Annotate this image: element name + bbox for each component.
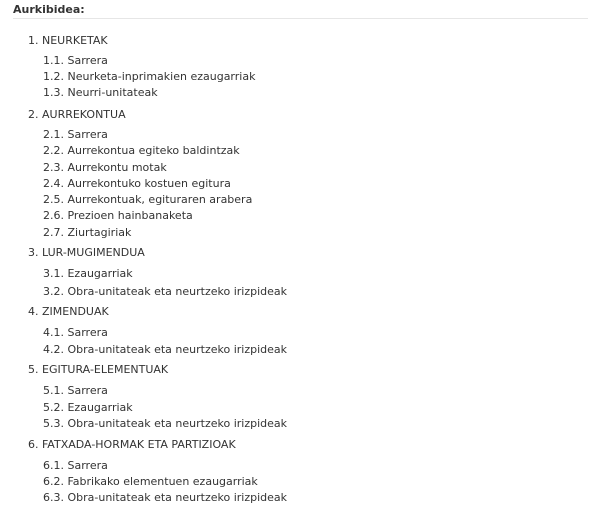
toc-item[interactable]: 1.1. Sarrera [43, 54, 108, 67]
toc-section[interactable]: 6. FATXADA-HORMAK ETA PARTIZIOAK [28, 438, 236, 451]
toc-section[interactable]: 4. ZIMENDUAK [28, 305, 109, 318]
toc-item[interactable]: 2.6. Prezioen hainbanaketa [43, 209, 193, 222]
toc-section[interactable]: 1. NEURKETAK [28, 34, 108, 47]
toc-item[interactable]: 6.1. Sarrera [43, 459, 108, 472]
toc-item[interactable]: 5.1. Sarrera [43, 384, 108, 397]
toc-item[interactable]: 4.2. Obra-unitateak eta neurtzeko irizpideak [43, 343, 288, 356]
toc-item[interactable]: 2.4. Aurrekontuko kostuen egitura [43, 177, 231, 190]
title-divider [13, 18, 588, 19]
toc-section[interactable]: 5. EGITURA-ELEMENTUAK [28, 363, 169, 376]
toc-item[interactable]: 1.3. Neurri-unitateak [43, 86, 158, 99]
toc-item[interactable]: 2.2. Aurrekontua egiteko baldintzak [43, 144, 240, 157]
toc-item[interactable]: 3.2. Obra-unitateak eta neurtzeko irizpideak [43, 285, 288, 298]
toc-item[interactable]: 5.2. Ezaugarriak [43, 401, 133, 414]
toc-item[interactable]: 4.1. Sarrera [43, 326, 108, 339]
toc-section[interactable]: 2. AURREKONTUA [28, 108, 126, 121]
toc-item[interactable]: 3.1. Ezaugarriak [43, 267, 133, 280]
toc-item[interactable]: 6.3. Obra-unitateak eta neurtzeko irizpideak [43, 491, 288, 504]
toc-item[interactable]: 6.2. Fabrikako elementuen ezaugarriak [43, 475, 258, 488]
toc-item[interactable]: 5.3. Obra-unitateak eta neurtzeko irizpideak [43, 417, 288, 430]
toc-item[interactable]: 2.5. Aurrekontuak, egituraren arabera [43, 193, 253, 206]
toc-item[interactable]: 2.1. Sarrera [43, 128, 108, 141]
toc-item[interactable]: 2.7. Ziurtagiriak [43, 226, 132, 239]
toc-title: Aurkibidea: [13, 3, 85, 16]
toc-section[interactable]: 3. LUR-MUGIMENDUA [28, 246, 145, 259]
toc-item[interactable]: 1.2. Neurketa-inprimakien ezaugarriak [43, 70, 256, 83]
toc-item[interactable]: 2.3. Aurrekontu motak [43, 161, 167, 174]
